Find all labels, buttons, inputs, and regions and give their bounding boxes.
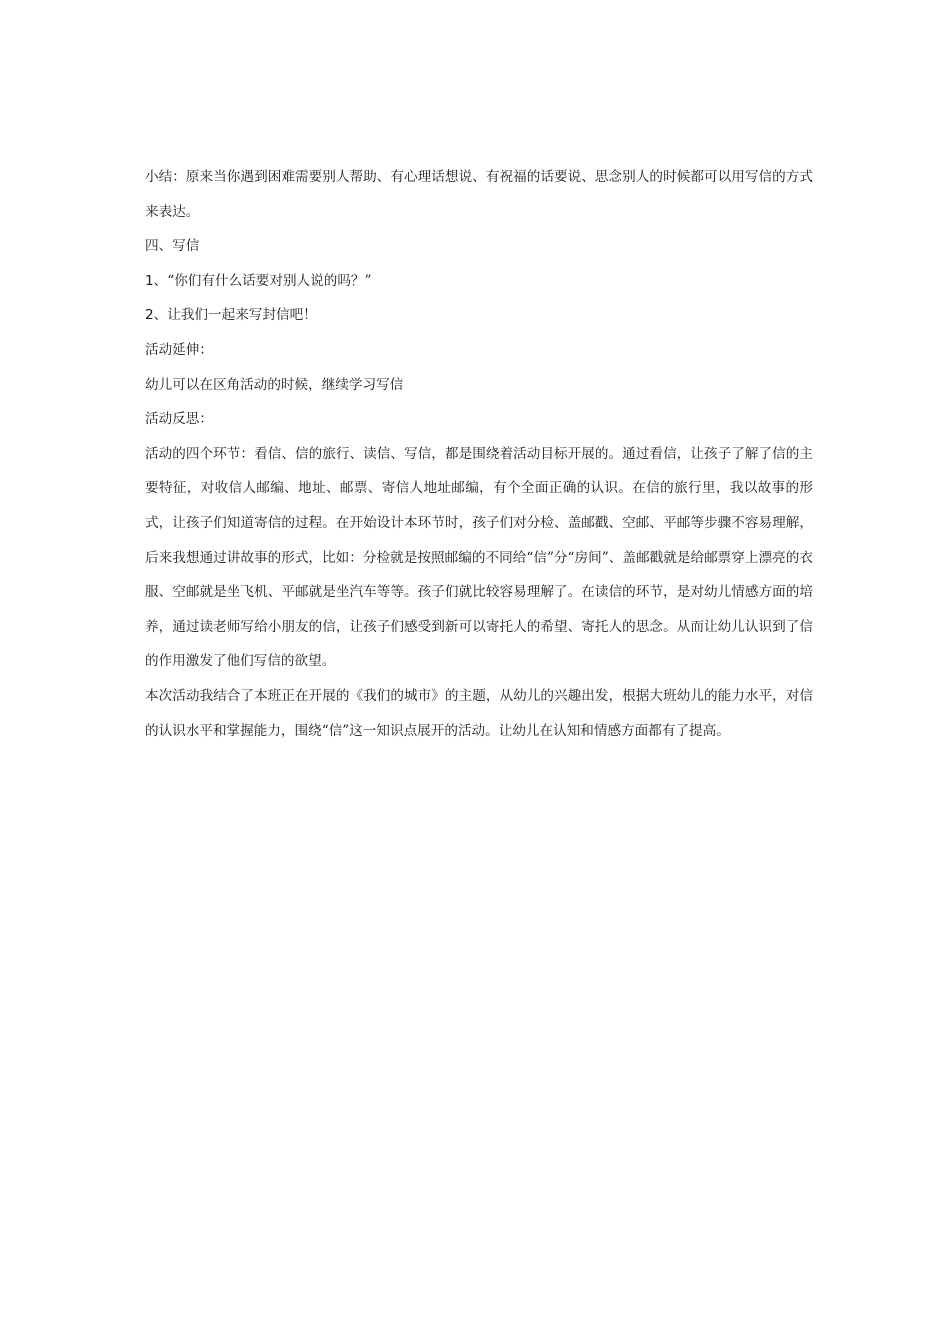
reflection-paragraph-two: 本次活动我结合了本班正在开展的《我们的城市》的主题，从幼儿的兴趣出发，根据大班幼儿的能力水平，对信的认识水平和掌握能力，围绕“信”这一知识点展开的活动。让幼儿在认知和情感方面都有了提高。 bbox=[145, 687, 813, 739]
step-two-item bbox=[145, 298, 813, 333]
step-two-text: 、让我们一起来写封信吧！ bbox=[153, 307, 317, 324]
step-one-number: 1 bbox=[145, 272, 154, 289]
step-one-item bbox=[145, 264, 813, 299]
step-one-text: 、“你们有什么话要对别人说的吗？” bbox=[153, 272, 372, 289]
reflection-heading: 活动反思： bbox=[145, 411, 213, 428]
document-body bbox=[145, 160, 813, 748]
extension-text: 幼儿可以在区角活动的时候，继续学习写信 bbox=[145, 376, 404, 393]
reflection-paragraph-one: 活动的四个环节：看信、信的旅行、读信、写信，都是围绕着活动目标开展的。通过看信，让孩子了解了信的主要特征，对收信人邮编、地址、邮票、寄信人地址邮编，有个全面正确的认识。在信的旅行里，我以故事的形式，让孩子们知道寄信的过程。在开始设计本环节时，孩子们对分检、盖邮戳、空邮、平邮等步骤不容易理解，后来我想通过讲故事的形式，比如：分检就是按照邮编的不同给“信”分“房间”、盖邮戳就是给邮票穿上漂亮的衣服、空邮就是坐飞机、平邮就是坐汽车等等。孩子们就比较容易理解了。在读信的环节，是对幼儿情感方面的培养，通过读老师写给小朋友的信，让孩子们感受到新可以寄托人的希望、寄托人的思念。从而让幼儿认识到了信的作用激发了他们写信的欲望。 bbox=[145, 445, 813, 670]
section-four-heading: 四、写信 bbox=[145, 238, 200, 255]
summary-paragraph: 小结：原来当你遇到困难需要别人帮助、有心理话想说、有祝福的话要说、思念别人的时候都可以用写信的方式来表达。 bbox=[145, 169, 813, 220]
step-two-number: 2 bbox=[145, 307, 154, 324]
extension-heading: 活动延伸： bbox=[145, 341, 213, 358]
